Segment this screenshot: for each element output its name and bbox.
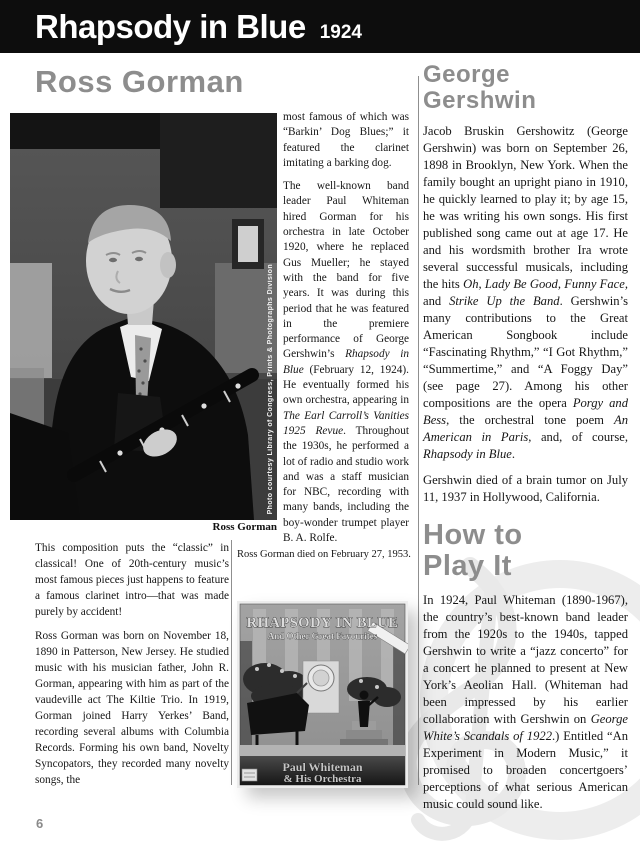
column-divider-left [231,540,232,785]
paragraph: most famous of which was “Barkin’ Dog Blues;” it featured the clarinet imitating a barking dog. [283,111,409,169]
george-gershwin-heading: George Gershwin [423,61,537,114]
photo-caption: Ross Gorman [212,521,277,533]
album-cover [237,601,408,788]
how-to-play-it-line2: Play It [423,550,512,582]
page-number: 6 [36,816,44,831]
album-cover-illustration [237,601,408,788]
album-artist-line2: & His Orchestra [283,773,362,785]
ross-gorman-photo [10,113,277,520]
ross-gorman-heading: Ross Gorman [35,64,244,99]
photo-credit: Photo courtesy Library of Congress, Prints & Photographs Division [267,263,274,514]
paragraph: Gershwin died of a brain tumor on July 11, 1937 in Hollywood, California. [423,473,628,504]
paragraph: Ross Gorman was born on November 18, 1890 in Patterson, New Jersey. He studied music with his musician father, John R. Gorman, appearing with him as part of the vaudeville act The Kiltie Trio. In 1919, Gorman joined Harry Yerkes’ Band, recording several albums with Columbia Records. Forming his own band, Novelty Syncopators, they recorded many novelty songs, the [35,630,229,786]
chapter-year: 1924 [319,22,362,43]
album-title: RHAPSODY IN BLUE [246,615,399,631]
how-to-play-it-heading [423,520,628,582]
column-divider-right [418,76,419,785]
how-to-play-it-line1: How to [423,519,523,551]
gorman-death-line: Ross Gorman died on February 27, 1953. [237,549,411,560]
paragraph: Jacob Bruskin Gershowitz (George Gershwin) was born on September 26, 1898 in Brooklyn, New York. When the family bought an upright piano in 1910, he quickly learned to play it; by age 15, he was writing his own songs. His first published song came out at age 17. He and his wordsmith brother Ira wrote several successful musicals, including the hits Oh, Lady Be Good, Funny Face, and Strike Up the Band. Gershwin’s many contributions to the Great American Songbook include “Fascinating Rhythm,” “I Got Rhythm,” “Summertime,” and “A Foggy Day” (see page 27). Among his other compositions are the opera Porgy and Bess, the orchestral tone poem An American in Paris, and, of course, Rhapsody in Blue. [423,124,628,461]
album-subtitle: And Other Great Favourites [267,631,378,641]
paragraph: The well-known band leader Paul Whiteman hired Gorman for his orchestra in late October 1920, where he replaced Gus Mueller; he stayed with the band for five years. It was during this period that he was featured in the premiere performance of George Gershwin’s Rhapsody in Blue (February 12, 1924). He eventually formed his own orchestra, appearing in The Earl Carroll’s Vanities 1925 Revue. Throughout the 1930s, he performed a lot of radio and studio work and was a staff musician for NBC, recording with many bands, including the boy-wonder trumpet player B. A. Rolfe. [283,180,409,545]
paragraph: This composition puts the “classic” in classical! One of 20th-century music’s most famous pieces just happens to feature a famous clarinet intro—that was made purely by accident! [35,542,229,618]
chapter-title: Rhapsody in Blue [35,8,306,45]
left-column [35,540,229,796]
right-column [423,62,628,822]
record-label-logo [242,769,257,781]
chapter-header [0,0,640,53]
paragraph: In 1924, Paul Whiteman (1890-1967), the country’s best-known band leader from the 1920s to the 1940s, tapped Gershwin to write a “jazz concerto” for a concert he planned to present at New York’s Aeolian Hall. (Whiteman had been impressed by his earlier collaboration with Gershwin on George White’s Scandals of 1922.) Entitled “An Experiment in Modern Music,” it promised to broaden concertgoers’ perceptions of what serious American music could sound like. [423,593,628,811]
portrait-illustration [10,113,277,520]
middle-column [283,110,409,554]
album-artist-line1: Paul Whiteman [282,760,363,774]
